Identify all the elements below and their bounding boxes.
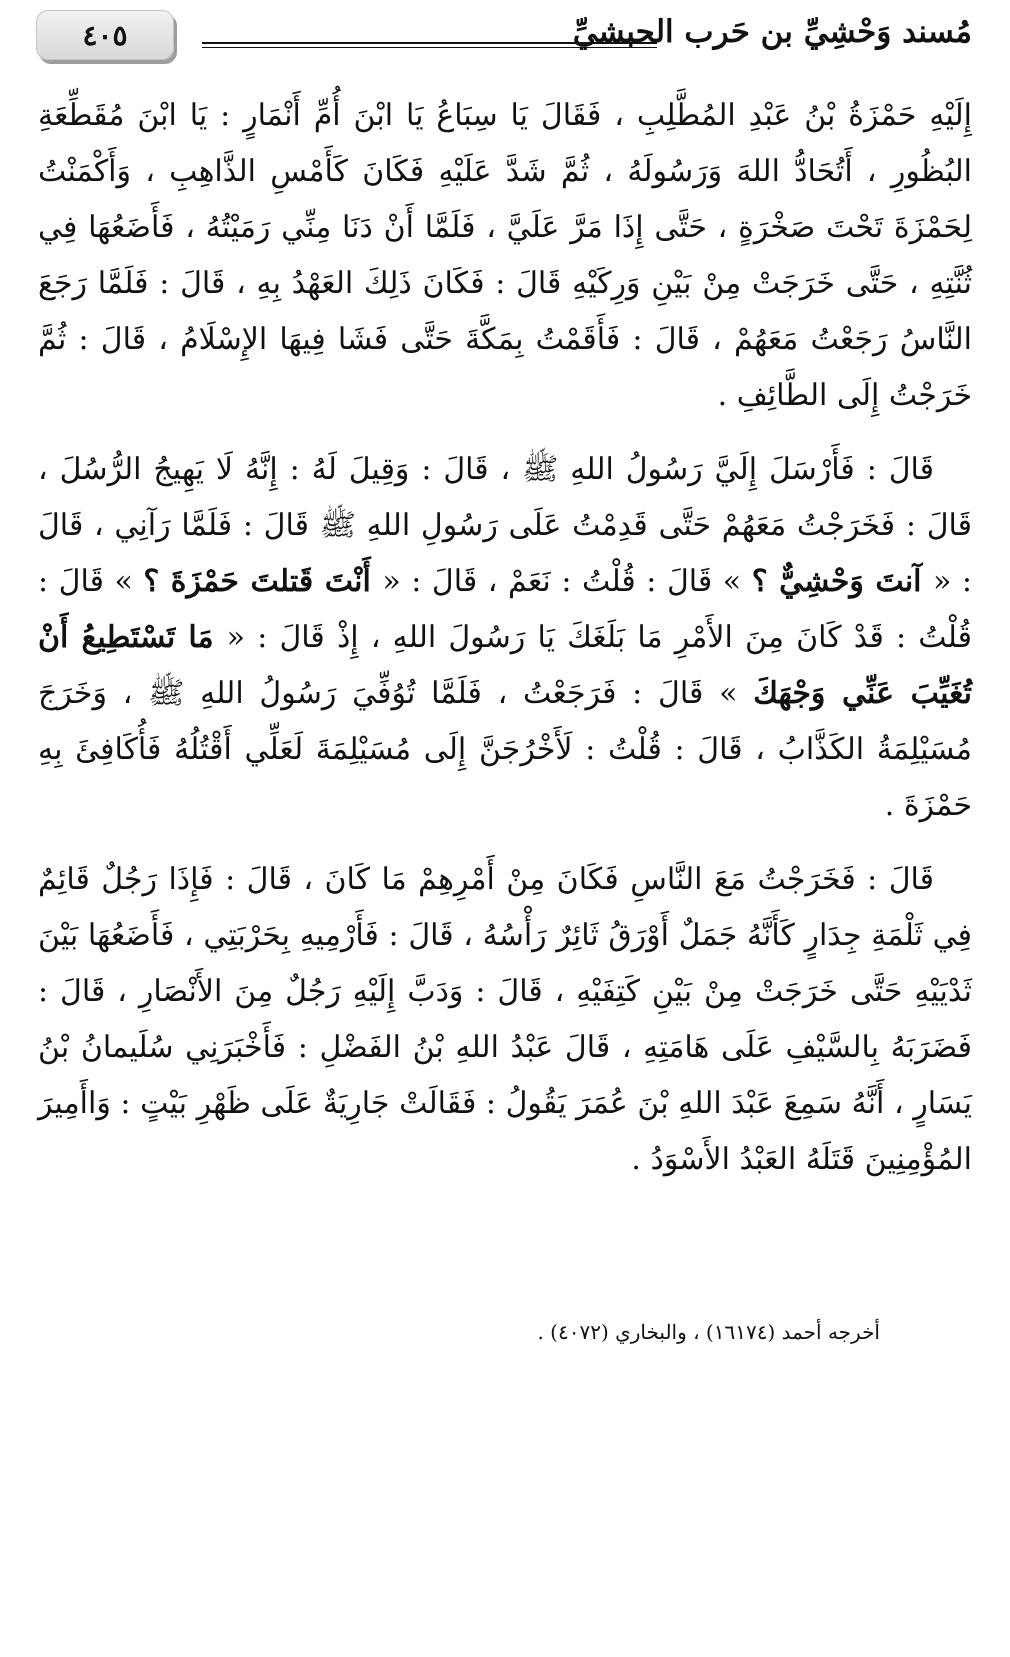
running-title: مُسند وَحْشِيِّ بن حَرب الحبشيِّ — [572, 14, 972, 50]
paragraph-1: إِلَيْهِ حَمْزَةُ بْنُ عَبْدِ المُطَّلِبِ ، فَقَالَ يَا سِبَاعُ يَا ابْنَ أُمِّ أَنْمَارٍ : يَا ابْنَ مُقَطِّعَةِ البُظُورِ ، أَتُحَادُّ اللهَ وَرَسُولَهُ ، ثُمَّ شَدَّ عَلَيْهِ فَكَانَ كَأَمْسِ الذَّاهِبِ ، وَأَكْمَنْتُ لِحَمْزَةَ تَحْتَ صَخْرَةٍ ، حَتَّى إِذَا مَرَّ عَلَيَّ ، فَلَمَّا أَنْ دَنَا مِنِّي رَمَيْتُهُ ، فَأَضَعُهَا فِي ثُنَّتِهِ ، حَتَّى خَرَجَتْ مِنْ بَيْنِ وَرِكَيْهِ قَالَ : فَكَانَ ذَلِكَ العَهْدُ بِهِ ، قَالَ : فَلَمَّا رَجَعَ النَّاسُ رَجَعْتُ مَعَهُمْ ، قَالَ : فَأَقَمْتُ بِمَكَّةَ حَتَّى فَشَا فِيهَا الإِسْلَامُ ، قَالَ : ثُمَّ خَرَجْتُ إِلَى الطَّائِفِ . — [38, 98, 972, 413]
hadith-quote-1: آنتَ وَحْشِيٌّ ؟ — [751, 564, 933, 599]
hadith-quote-3: مَا تَسْتَطِيعُ أَنْ تُغَيِّبَ عَنِّي وَجْهَكَ — [38, 620, 972, 711]
paragraph-2-text-4: » قَالَ : فَرَجَعْتُ ، فَلَمَّا تُوُفِّيَ رَسُولُ اللهِ ﷺ ، وَخَرَجَ مُسَيْلِمَةُ الكَذَّابُ ، قَالَ : قُلْتُ : لَأَخْرُجَنَّ إِلَى مُسَيْلِمَةَ لَعَلِّي أَقْتُلُهُ فَأُكَافِئَ بِهِ حَمْزَةَ . — [38, 676, 972, 823]
footnote: أخرجه أحمد (١٦١٧٤) ، والبخاري (٤٠٧٢) . — [537, 1320, 880, 1344]
paragraph-3: قَالَ : فَخَرَجْتُ مَعَ النَّاسِ فَكَانَ مِنْ أَمْرِهِمْ مَا كَانَ ، قَالَ : فَإِذَا رَجُلٌ قَائِمٌ فِي ثَلْمَةِ جِدَارٍ كَأَنَّهُ جَمَلٌ أَوْرَقُ ثَائِرٌ رَأْسُهُ ، قَالَ : فَأَرْمِيهِ بِحَرْبَتِي ، فَأَضَعُهَا بَيْنَ ثَدْيَيْهِ حَتَّى خَرَجَتْ مِنْ بَيْنِ كَتِفَيْهِ ، قَالَ : وَدَبَّ إِلَيْهِ رَجُلٌ مِنَ الأَنْصَارِ ، قَالَ : فَضَرَبَهُ بِالسَّيْفِ عَلَى هَامَتِهِ ، قَالَ عَبْدُ اللهِ بْنُ الفَضْلِ : فَأَخْبَرَنِي سُلَيمانُ بْنُ يَسَارٍ ، أَنَّهُ سَمِعَ عَبْدَ اللهِ بْنَ عُمَرَ يَقُولُ : فَقَالَتْ جَارِيَةٌ عَلَى ظَهْرِ بَيْتٍ : وَاأَمِيرَ المُؤْمِنِينَ قَتَلَهُ العَبْدُ الأَسْوَدُ . — [38, 862, 972, 1177]
page-header — [36, 10, 972, 66]
paragraph-2 — [38, 442, 972, 834]
main-text — [38, 88, 972, 1200]
hadith-quote-2: أَنْتَ قَتلتَ حَمْزَةَ ؟ — [143, 564, 383, 599]
page-number: ٤٠٥ — [36, 10, 174, 60]
paragraph-2-text-2: » قَالَ : قُلْتُ : نَعَمْ ، قَالَ : « — [382, 564, 752, 599]
paragraph-2-text-1: قَالَ : فَأَرْسَلَ إِلَيَّ رَسُولُ اللهِ ﷺ ، قَالَ : وَقِيلَ لَهُ : إِنَّهُ لَا يَهِيجُ الرُّسُلَ ، قَالَ : فَخَرَجْتُ مَعَهُمْ حَتَّى قَدِمْتُ عَلَى رَسُولِ اللهِ ﷺ قَالَ : فَلَمَّا رَآنِي ، قَالَ : « — [38, 452, 973, 599]
paragraph-2-text-3: » قَالَ : قُلْتُ : قَدْ كَانَ مِنَ الأَمْرِ مَا بَلَغَكَ يَا رَسُولَ اللهِ ، إِذْ قَالَ : « — [38, 564, 973, 655]
